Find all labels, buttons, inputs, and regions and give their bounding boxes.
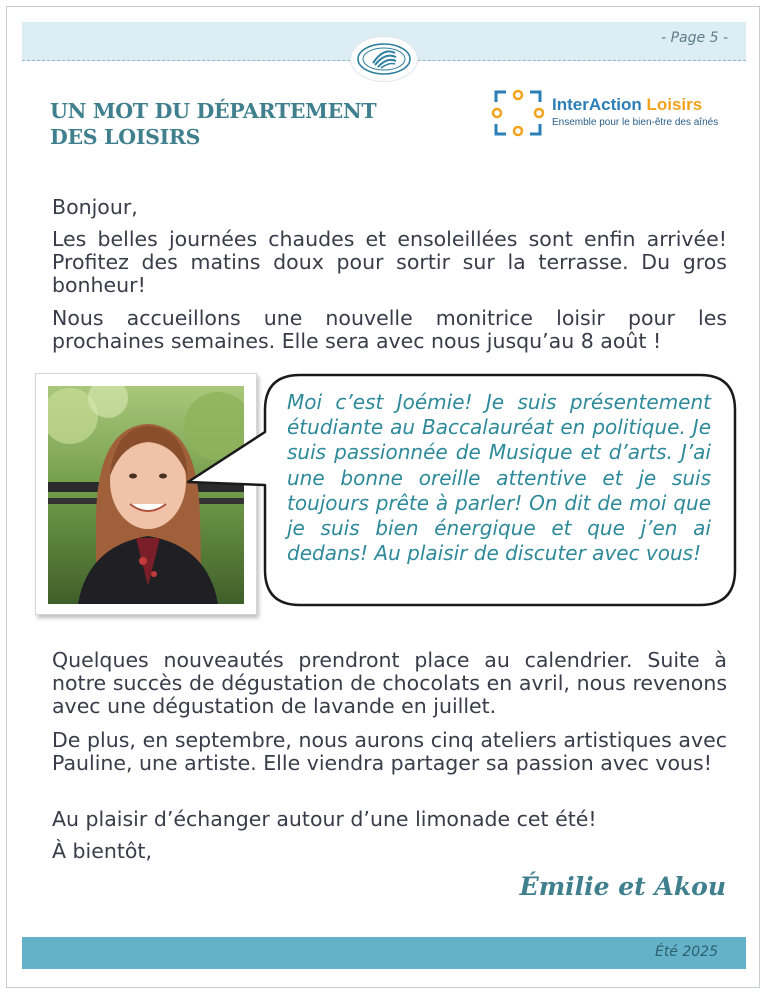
shell-emblem-icon (350, 36, 418, 82)
letter-paragraph-5: Au plaisir d’échanger autour d’une limonade cet été! (52, 807, 597, 831)
logo-rings-icon (490, 88, 546, 140)
section-title (50, 98, 376, 150)
logo-tagline: Ensemble pour le bien-être des aînés (552, 117, 719, 128)
logo-name (552, 95, 702, 115)
letter-closing: À bientôt, (52, 839, 152, 863)
footer-season: Été 2025 (654, 944, 718, 960)
speech-bubble-text: Moi c’est Joémie! Je suis présentement étudiante au Baccalauréat en politique. Je suis passionnée de Musique et d’arts. J’ai une bonne oreille attentive et je suis toujours prête à parler! On dit de moi que je suis bien énergique et que j’en ai dedans! Au plaisir de discuter avec vous! (287, 390, 711, 566)
section-title-line1: UN MOT DU DÉPARTEMENT (50, 99, 377, 123)
letter-paragraph-3: Quelques nouveautés prendront place au calendrier. Suite à notre succès de dégustation de chocolats en avril, nous revenons avec une dégustation de lavande en juillet. (52, 648, 727, 718)
signature: Émilie et Akou (519, 872, 726, 901)
logo-name-part1: InterAction (552, 95, 647, 114)
page-number: - Page 5 - (661, 30, 728, 46)
footer-band (22, 937, 746, 969)
interaction-loisirs-logo (490, 88, 730, 144)
letter-greeting: Bonjour, (52, 195, 138, 219)
logo-name-part2: Loisirs (646, 95, 703, 114)
letter-paragraph-4: De plus, en septembre, nous aurons cinq ateliers artistiques avec Pauline, une artiste. Elle viendra partager sa passion avec vous! (52, 728, 727, 775)
section-title-line2: DES LOISIRS (50, 125, 201, 149)
letter-paragraph-2: Nous accueillons une nouvelle monitrice loisir pour les prochaines semaines. Elle sera avec nous jusqu’au 8 août ! (52, 306, 727, 353)
letter-paragraph-1: Les belles journées chaudes et ensoleillées sont enfin arrivée! Profitez des matins doux pour sortir sur la terrasse. Du gros bonheur! (52, 227, 727, 297)
